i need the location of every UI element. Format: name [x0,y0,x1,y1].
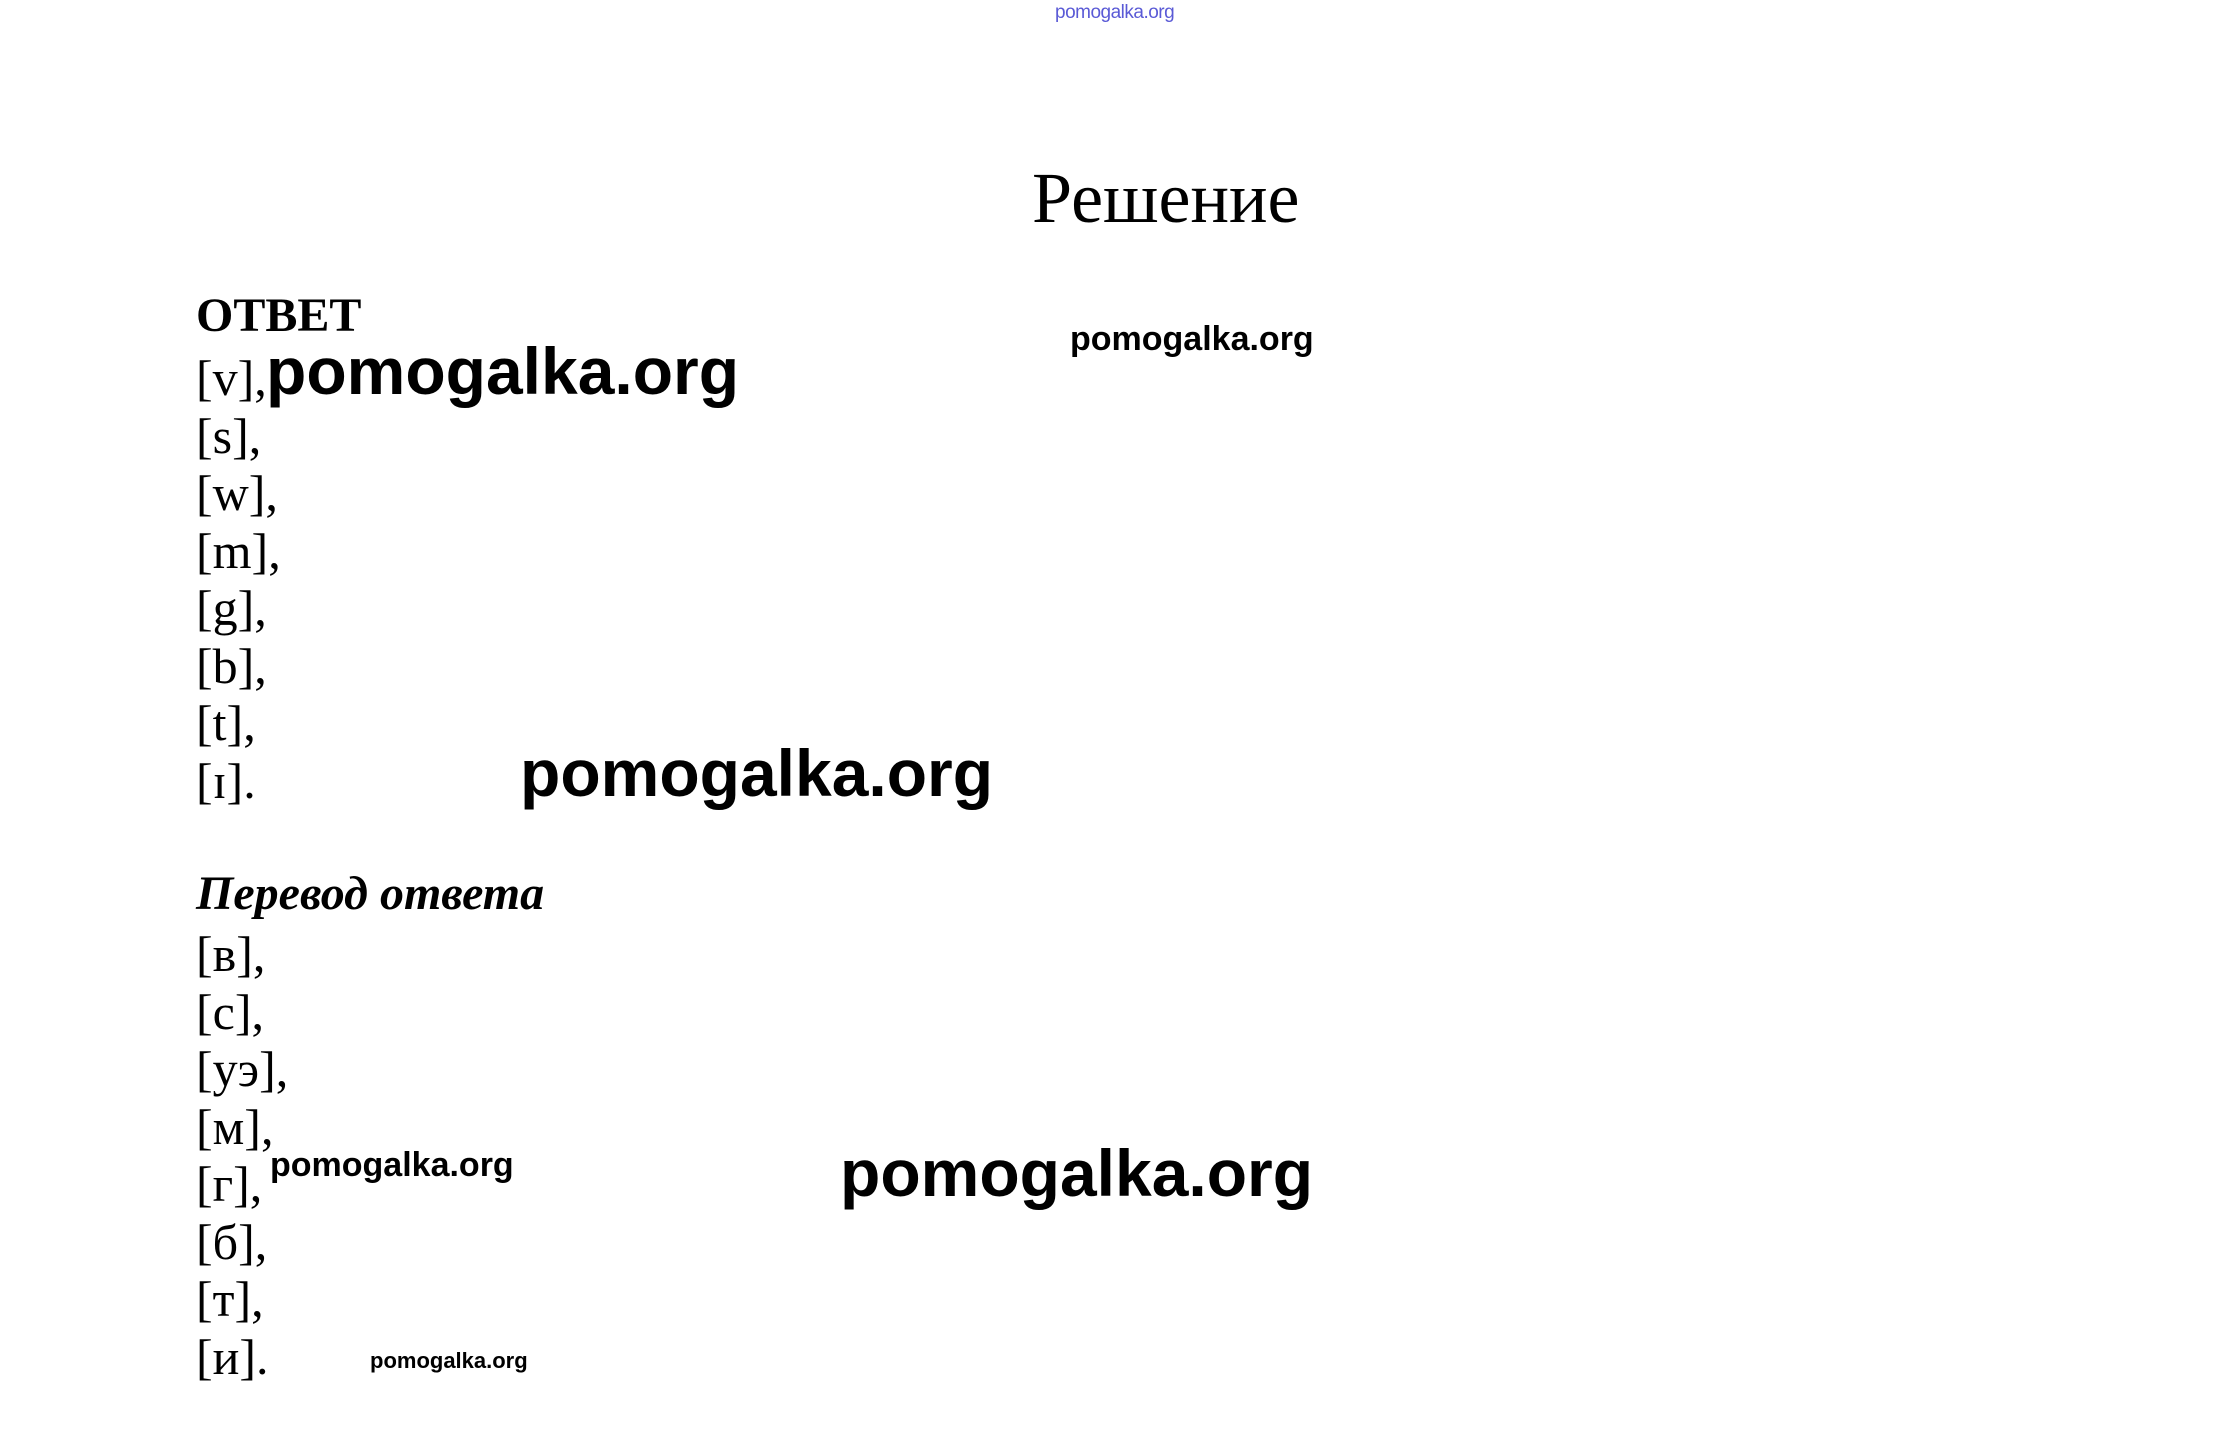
answer-item: [b], [196,637,267,694]
watermark: pomogalka.org [840,1136,1314,1210]
answer-item: [ɪ]. [196,752,256,809]
watermark: pomogalka.org [1070,320,1314,358]
translation-item: [м], [196,1098,274,1155]
translation-item: [т], [196,1271,264,1327]
watermark: pomogalka.org [266,334,740,408]
answer-item: [t], [196,695,256,751]
translation-item: [уэ], [196,1041,289,1097]
watermark: pomogalka.org [270,1146,514,1184]
answer-list [196,350,281,810]
answer-item: [s], [196,407,262,464]
answer-item: [v], [196,350,267,406]
translation-item: [в], [196,926,266,982]
page-title: Решение [1032,158,1300,238]
answer-heading: ОТВЕТ [196,289,362,342]
site-link[interactable]: pomogalka.org [1055,2,1175,23]
translation-item: [г], [196,1156,263,1212]
answer-item: [w], [196,465,278,521]
translation-item: [с], [196,983,264,1040]
translation-item: [и]. [196,1328,269,1385]
translation-item: [б], [196,1213,268,1270]
translation-heading: Перевод ответа [196,867,545,920]
answer-item: [m], [196,522,281,579]
answer-item: [g], [196,580,267,636]
watermark: pomogalka.org [520,736,994,810]
watermark: pomogalka.org [370,1348,528,1373]
